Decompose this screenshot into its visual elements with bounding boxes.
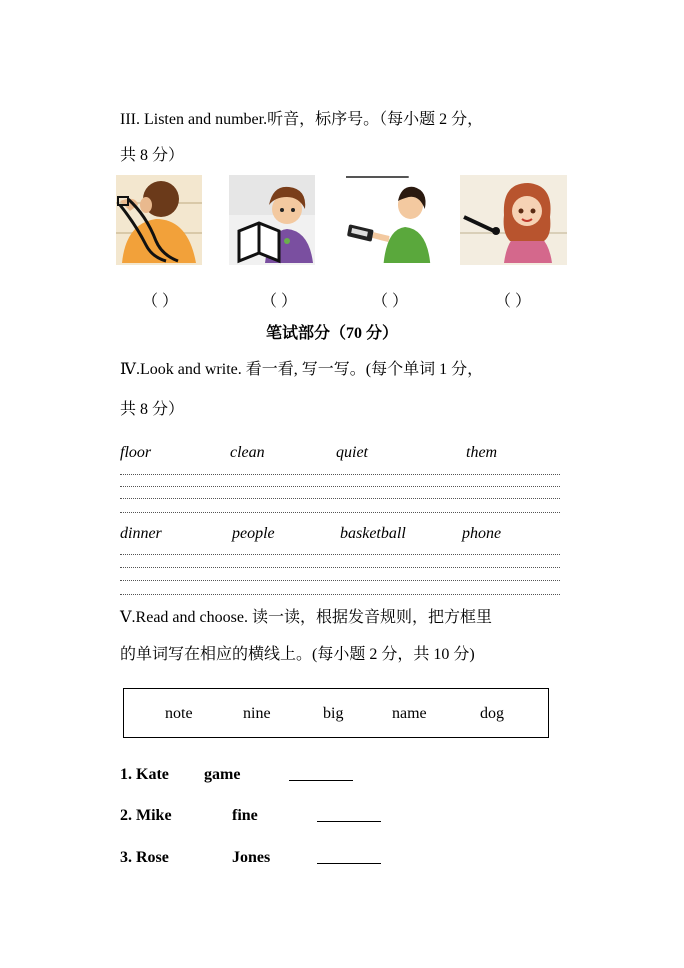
section4-title-line1: Ⅳ.Look and write. 看一看, 写一写。(每个单词 1 分， (120, 361, 484, 378)
writing-line[interactable] (120, 498, 560, 499)
word-floor: floor (120, 444, 152, 461)
answer-paren-2[interactable]: （ ） (261, 293, 298, 310)
item-2-word: fine (232, 807, 258, 824)
word-dinner: dinner (120, 525, 162, 542)
answer-paren-1[interactable]: （ ） (142, 293, 179, 310)
girl-with-key-icon (460, 175, 567, 265)
writing-line[interactable] (120, 567, 560, 568)
box-word-dog: dog (480, 705, 504, 722)
answer-paren-4[interactable]: （ ） (495, 293, 532, 310)
section3-title-line1: III. Listen and number.听音，标序号。（每小题 2 分， (120, 111, 484, 128)
item-3-word: Jones (232, 849, 271, 866)
section5-title-line2: 的单词写在相应的横线上。(每小题 2 分，共 10 分) (120, 646, 475, 663)
writing-line[interactable] (120, 512, 560, 513)
writing-line[interactable] (120, 474, 560, 475)
writing-line[interactable] (120, 486, 560, 487)
word-clean: clean (230, 444, 265, 461)
item-3-answer-blank[interactable] (317, 849, 381, 869)
item-2-answer-blank[interactable] (317, 807, 381, 827)
box-word-nine: nine (243, 705, 271, 722)
word-phone: phone (462, 525, 502, 542)
item-1-word: game (204, 766, 241, 783)
item-1-answer-blank[interactable] (289, 766, 353, 786)
answer-paren-3[interactable]: （ ） (372, 293, 409, 310)
word-basketball: basketball (340, 525, 406, 542)
section5-title-line1: Ⅴ.Read and choose. 读一读，根据发音规则，把方框里 (120, 609, 492, 626)
word-people: people (232, 525, 275, 542)
word-them: them (466, 444, 498, 461)
item-2-label: 2. Mike (120, 807, 172, 824)
boy-using-phone-icon (346, 175, 432, 265)
writing-line[interactable] (120, 554, 560, 555)
word-box (123, 688, 549, 738)
item-1-label: 1. Kate (120, 766, 169, 783)
writing-line[interactable] (120, 594, 560, 595)
writing-line[interactable] (120, 580, 560, 581)
boy-cleaning-window-icon (116, 175, 202, 265)
box-word-big: big (323, 705, 344, 722)
box-word-note: note (165, 705, 193, 722)
section4-title-line2: 共 8 分） (120, 401, 185, 418)
item-3-label: 3. Rose (120, 849, 169, 866)
box-word-name: name (392, 705, 427, 722)
boy-reading-book-icon (229, 175, 315, 265)
written-part-header: 笔试部分（70 分） (266, 325, 399, 342)
word-quiet: quiet (336, 444, 368, 461)
section3-title-line2: 共 8 分） (120, 147, 185, 164)
